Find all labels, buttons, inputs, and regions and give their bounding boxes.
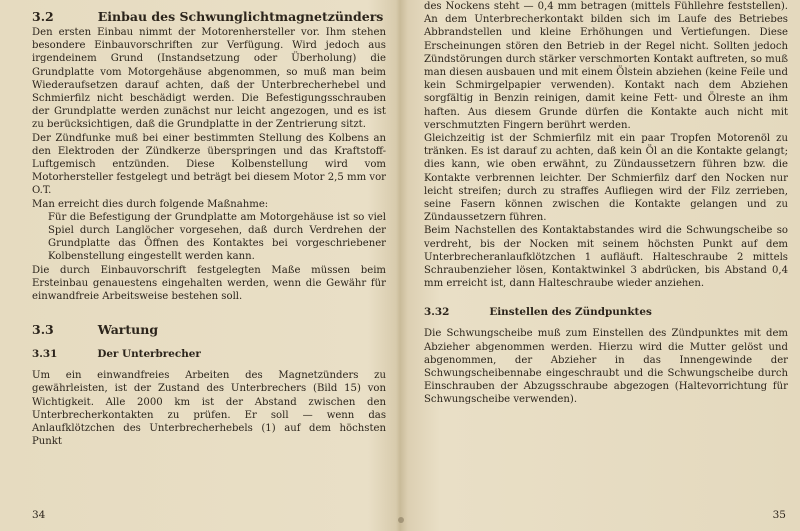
paragraph: Der Zündfunke muß bei einer bestimmten Stellung des Kolbens an den Elektroden der Zündkerze überspringen und das Kraftstoff-Luftgemisch entzünden. Diese Kolbenstellung wird vom Motorhersteller festgelegt und beträgt bei diesem Motor 2,5 mm vor O.T. [32,132,386,197]
section-number: 3.2 [32,9,54,24]
subsection-heading-3-32 [424,304,788,320]
page-number: 35 [772,509,786,521]
subsection-heading-3-31 [32,346,386,362]
page-number: 34 [32,509,46,521]
subsection-title: Einstellen des Zündpunktes [489,306,652,319]
paragraph: Den ersten Einbau nimmt der Motorenhersteller vor. Ihm stehen besondere Einbauvorschriften zur Verfügung. Wird jedoch aus irgendeinem Grund (Instandsetzung oder Überholung) die Grundplatte vom Motorgehäuse abgenommen, so muß man beim Wiederaufsetzen darauf achten, daß der Unterbrecherhebel und Schmierfilz nicht beschädigt werden. Die Befestigungsschrauben der Grundplatte werden zunächst nur leicht angezogen, und es ist zu berücksichtigen, daß die Grundplatte in der Zentrierung sitzt. [32,27,386,131]
subsection-number: 3.31 [32,348,58,361]
spacer [32,362,386,369]
right-page [408,0,800,531]
paragraph: Die durch Einbauvorschrift festgelegten Maße müssen beim Ersteinbau genauestens eingehalten werden, wenn die Gewähr für einwandfreie Arbeitsweise bestehen soll. [32,264,386,303]
paragraph: Man erreicht dies durch folgende Maßnahme: [32,198,269,210]
binding-dot [398,517,404,523]
subsection-title: Der Unterbrecher [97,348,201,361]
subsection-number: 3.32 [424,306,450,319]
section-title: Einbau des Schwunglichtmagnetzünders [97,9,384,24]
section-number: 3.3 [32,322,54,338]
section-heading-3-3 [32,321,386,339]
paragraph: Um ein einwandfreies Arbeiten des Magnetzünders zu gewährleisten, ist der Zustand des Unterbrechers (Bild 15) von Wichtigkeit. Alle 2000 km ist der Abstand zwischen den Unterbrecherkontakten zu prüfen. Er soll — wenn das Anlaufklötzchen des Unterbrecherhebels (1) auf dem höchsten Punkt [32,370,386,448]
paragraph: Die Schwungscheibe muß zum Einstellen des Zündpunktes mit dem Abzieher abgenommen werden. Hierzu wird die Mutter gelöst und abgenommen, der Abzieher in das Innengewinde der Schwungscheibennabe eingeschraubt und die Schwungscheibe durch Einschrauben der Abzugsschraube abgezogen (Haltevorrichtung für Schwungscheibe verwenden). [424,328,788,406]
indented-paragraph: Für die Befestigung der Grundplatte am Motorgehäuse ist so viel Spiel durch Langlöcher vorgesehen, daß durch Verdrehen der Grundplatte das Öffnen des Kontaktes bei vorgeschriebener Kolbenstellung eingestellt werden kann. [48,211,386,263]
section-title: Wartung [97,322,159,338]
paragraph: Beim Nachstellen des Kontaktabstandes wird die Schwungscheibe so verdreht, bis der Nocken mit seinem höchsten Punkt auf dem Unterbrecheranlaufklötzchen 1 aufläuft. Halteschraube 2 mittels Schraubenzieher lösen, Kontaktwinkel 3 abdrücken, bis Abstand 0,4 mm erreicht ist, dann Halteschraube wieder anziehen. [424,225,788,290]
spacer [424,320,788,327]
spacer [424,290,788,304]
spacer [32,303,386,321]
paragraph: des Nockens steht — 0,4 mm betragen (mittels Fühllehre feststellen). An dem Unterbrecherkontakt bilden sich im Laufe des Betriebes Abbrandstellen und kleine Erhöhungen und Vertiefungen. Diese Erscheinungen stören den Betrieb in der Regel nicht. Sollten jedoch Zündstörungen durch stärker verschmorten Kontakt auftreten, so muß man diesen ausbauen und mit einem Ölstein abziehen (keine Feile und kein Schmirgelpapier verwenden). Kontakt nach dem Abziehen sorgfältig in Benzin reinigen, damit keine Fett- und Ölreste an ihm haften. Aus diesem Grunde dürfen die Kontakte auch nicht mit verschmutzten Fingern berührt werden. [424,1,788,131]
spacer [32,339,386,346]
section-heading-3-2 [32,8,386,26]
paragraph: Gleichzeitig ist der Schmierfilz mit ein paar Tropfen Motorenöl zu tränken. Es ist darauf zu achten, daß kein Öl an die Kontakte gelangt; dies kann, wie oben erwähnt, zu Zündaussetzern führen bzw. die Kontakte verbrennen leichter. Der Schmierfilz darf den Nocken nur leicht streifen; durch zu straffes Aufliegen wird der Filz zerrieben, seine Fasern können zwischen die Kontakte gelangen und zu Zündaussetzern führen. [424,133,788,224]
